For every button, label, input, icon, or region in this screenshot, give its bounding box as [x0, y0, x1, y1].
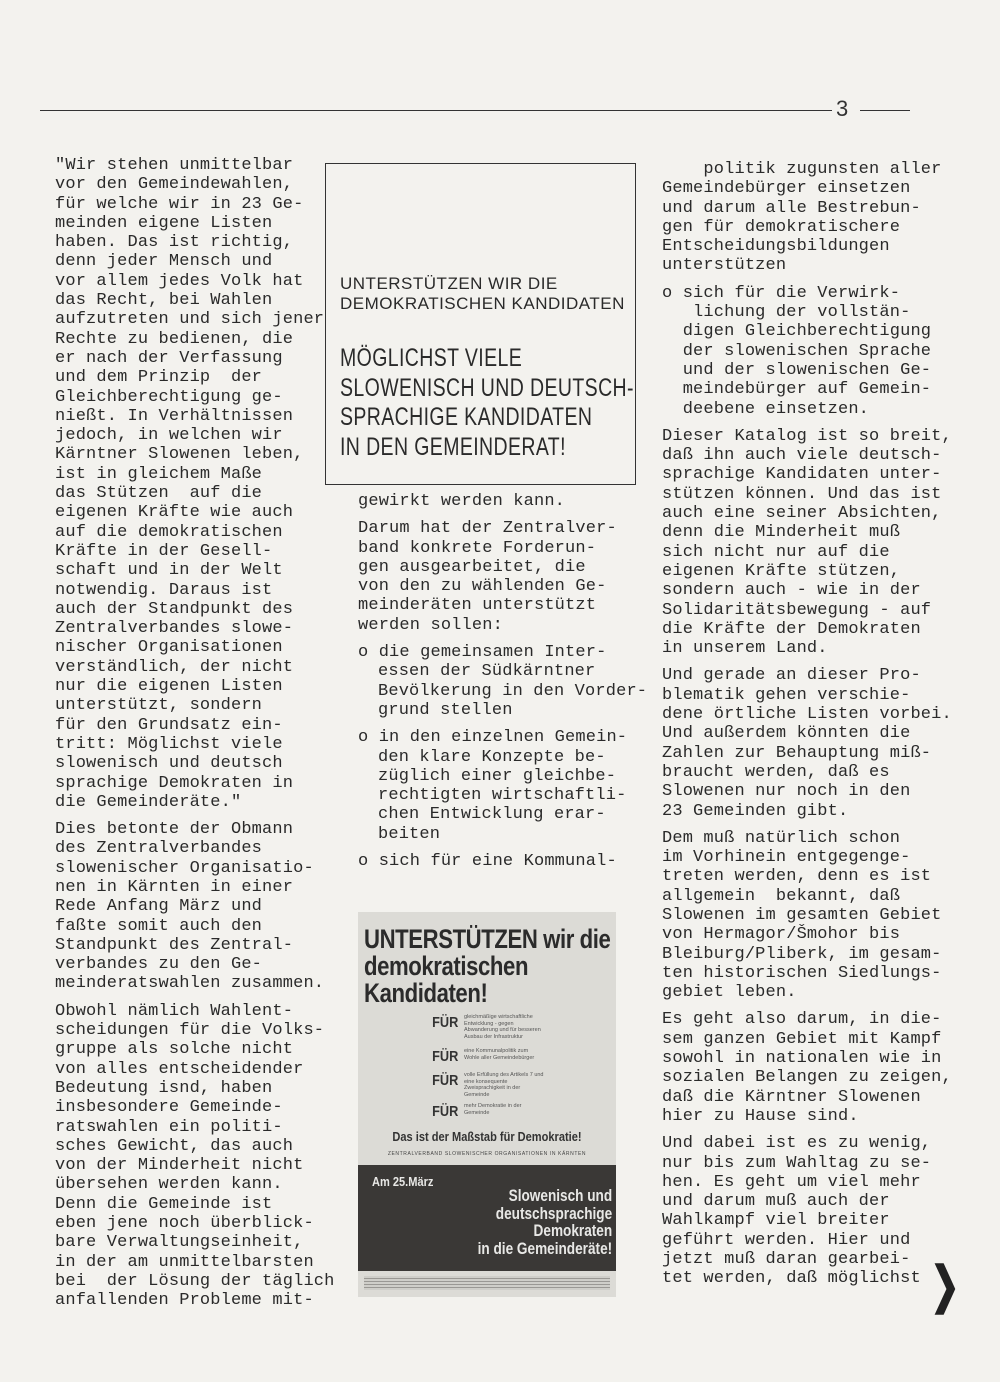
- text-line: haben. Das ist richtig,: [55, 233, 294, 253]
- text-line: sches Gewicht, das auch: [55, 1136, 294, 1156]
- header-rule: [40, 110, 832, 111]
- demand-label: FÜR: [432, 1048, 459, 1065]
- text-line: von der Minderheit nicht: [55, 1156, 304, 1176]
- text-line: auf die demokratischen: [55, 522, 283, 542]
- text-line: das Recht, bei Wahlen: [55, 291, 273, 311]
- text-line: sich nicht nur auf die: [662, 542, 890, 562]
- text-line: schaft und in der Welt: [55, 561, 283, 581]
- text-line: Kärntner Slowenen leben,: [55, 445, 304, 465]
- text-line: werden sollen:: [358, 615, 503, 635]
- paragraph: [55, 820, 325, 994]
- text-line: Es geht also darum, in die-: [662, 1010, 942, 1030]
- text-line: daß die Kärntner Slowenen: [662, 1087, 921, 1107]
- text-line: sem ganzen Gebiet mit Kampf: [662, 1029, 942, 1049]
- paragraph: [55, 156, 325, 812]
- text-line: geführt werden. Hier und: [662, 1230, 911, 1250]
- headline-box: [325, 163, 636, 485]
- text-line: Solidaritätsbewegung - auf: [662, 600, 932, 620]
- text-line: für welche wir in 23 Ge-: [55, 194, 304, 214]
- text-line: band konkrete Forderun-: [358, 538, 597, 558]
- text-line: daß ihn auch viele deutsch-: [662, 446, 942, 466]
- text-line: chen Entwicklung erar-: [378, 805, 606, 825]
- text-line: gen ausgearbeitet, die: [358, 557, 586, 577]
- poster-demand: [430, 1048, 544, 1065]
- text-line: Zahlen zur Behauptung miß-: [662, 743, 932, 763]
- text-line: des Zentralverbandes: [55, 839, 263, 859]
- text-line: o sich für die Verwirk-: [662, 283, 901, 303]
- box-heading-line: IN DEN GEMEINDERAT!: [340, 432, 566, 461]
- text-line: eigenen Kräfte wie auch: [55, 503, 294, 523]
- text-line: blematik gehen verschie-: [662, 685, 911, 705]
- poster-demand: [430, 1072, 544, 1098]
- text-line: von den zu wählenden Ge-: [358, 577, 607, 597]
- page-number: 3: [836, 96, 849, 121]
- text-line: nur bis zum Wahltag zu se-: [662, 1153, 932, 1173]
- box-subheading-line: DEMOKRATISCHEN KANDIDATEN: [340, 293, 625, 313]
- box-heading-line: SPRACHIGE KANDIDATEN: [340, 403, 593, 431]
- text-line: vor allem jedes Volk hat: [55, 271, 304, 291]
- text-line: Rechte zu bedienen, die: [55, 329, 294, 349]
- demand-text: volle Erfüllung des Artikels 7 und eine konsequente Zweisprachigkeit in der Gemeinde: [464, 1072, 544, 1098]
- text-line: hier zu Hause sind.: [662, 1106, 859, 1126]
- text-line: das Stützen auf die: [55, 484, 263, 504]
- text-line: und darum alle Bestrebun-: [662, 198, 921, 218]
- text-line: Gemeindebürger einsetzen: [662, 179, 911, 199]
- paragraph: [662, 160, 962, 276]
- box-heading-line: SLOWENISCH UND DEUTSCH-: [340, 373, 634, 402]
- text-line: nen in Kärnten in einer: [55, 877, 294, 897]
- text-line: die Kräfte der Demokraten: [662, 619, 921, 639]
- text-line: sprachige Kandidaten unter-: [662, 465, 942, 485]
- left-column: [55, 156, 335, 1319]
- text-line: Slowenen nur noch in den: [662, 782, 911, 802]
- text-line: digen Gleichberechtigung: [662, 322, 932, 342]
- text-line: nischer Organisationen: [55, 638, 283, 658]
- text-line: jetzt muß daran gearbei-: [662, 1250, 911, 1270]
- text-line: Slowenen im gesamten Gebiet: [662, 905, 942, 925]
- text-line: sondern auch - wie in der: [662, 581, 921, 601]
- poster-demand: [430, 1103, 544, 1120]
- text-line: bare Verwaltungseinheit,: [55, 1233, 304, 1253]
- text-line: gen für demokratischere: [662, 217, 901, 237]
- text-line: o sich für eine Kommunal-: [358, 852, 617, 872]
- text-line: nur die eigenen Listen: [55, 677, 283, 697]
- poster-fine-print: [364, 1276, 610, 1290]
- text-line: slowenisch und deutsch: [55, 754, 283, 774]
- text-line: vor den Gemeindewahlen,: [55, 175, 294, 195]
- demand-label: FÜR: [432, 1103, 459, 1120]
- paragraph: [662, 427, 962, 659]
- text-line: Entscheidungsbildungen: [662, 237, 890, 257]
- text-line: er nach der Verfassung: [55, 348, 283, 368]
- text-line: Und dabei ist es zu wenig,: [662, 1134, 932, 1154]
- paragraph: [358, 492, 628, 511]
- text-line: meinden eigene Listen: [55, 213, 273, 233]
- paragraph: [662, 829, 962, 1003]
- text-line: in der am unmittelbarsten: [55, 1252, 314, 1272]
- text-line: von alles entscheidender: [55, 1059, 304, 1079]
- text-line: Denn die Gemeinde ist: [55, 1194, 273, 1214]
- poster-headline: [364, 926, 610, 1007]
- poster-date: Am 25.März: [372, 1174, 434, 1189]
- paragraph: [662, 1134, 962, 1288]
- text-line: eben jene noch überblick-: [55, 1214, 314, 1234]
- text-line: sowohl in nationalen wie in: [662, 1049, 942, 1069]
- paragraph: [662, 1010, 962, 1126]
- text-line: beiten: [378, 824, 441, 844]
- text-line: züglich einer gleichbe-: [378, 766, 617, 786]
- box-heading: [340, 344, 634, 462]
- text-line: stützen können. Und das ist: [662, 484, 942, 504]
- demand-text: gleichmäßige wirtschaftliche Entwicklung - gegen Abwanderung und für besseren Ausbau der Infrastruktur: [464, 1014, 541, 1040]
- text-line: allgemein bekannt, daß: [662, 886, 901, 906]
- text-line: grund stellen: [378, 700, 513, 720]
- text-line: meindebürger auf Gemein-: [662, 380, 932, 400]
- poster-headline-line: Kandidaten!: [364, 978, 488, 1008]
- text-line: hen. Es geht um viel mehr: [662, 1172, 921, 1192]
- text-line: tritt: Möglichst viele: [55, 734, 283, 754]
- right-column: [662, 160, 962, 1297]
- middle-column: [358, 492, 648, 879]
- chevron-right-icon: ❯: [930, 1257, 960, 1313]
- text-line: den klare Konzepte be-: [378, 747, 606, 767]
- text-line: von Hermagor/Šmohor bis: [662, 925, 901, 945]
- box-subheading-line: UNTERSTÜTZEN WIR DIE: [340, 274, 558, 293]
- poster-demand: [430, 1014, 544, 1040]
- poster-banner-text: [477, 1187, 612, 1257]
- text-line: insbesondere Gemeinde-: [55, 1098, 283, 1118]
- paragraph: [358, 519, 628, 635]
- text-line: in unserem Land.: [662, 639, 828, 659]
- text-line: Dem muß natürlich schon: [662, 828, 901, 848]
- paragraph: [358, 852, 628, 871]
- text-line: Und gerade an dieser Pro-: [662, 666, 921, 686]
- text-line: Zentralverbandes slowe-: [55, 619, 294, 639]
- paragraph: [55, 1001, 335, 1311]
- banner-line: Demokraten: [533, 1221, 612, 1240]
- text-line: ten historischen Siedlungs-: [662, 963, 942, 983]
- text-line: notwendig. Daraus ist: [55, 580, 273, 600]
- text-line: Wahlkampf viel breiter: [662, 1211, 890, 1231]
- text-line: im Vorhinein entgegenge-: [662, 848, 911, 868]
- text-line: und der slowenischen Ge-: [662, 360, 932, 380]
- text-line: auch eine seiner Absichten,: [662, 504, 942, 524]
- text-line: Kräfte in der Gesell-: [55, 541, 273, 561]
- text-line: faßte somit auch den: [55, 916, 263, 936]
- text-line: für den Grundsatz ein-: [55, 715, 283, 735]
- text-line: gruppe als solche nicht: [55, 1040, 294, 1060]
- poster-banner: [358, 1165, 616, 1271]
- text-line: tet werden, daß möglichst: [662, 1269, 921, 1289]
- text-line: Bedeutung isnd, haben: [55, 1078, 273, 1098]
- text-line: denn jeder Mensch und: [55, 252, 273, 272]
- text-line: essen der Südkärntner: [378, 662, 596, 682]
- text-line: und darum muß auch der: [662, 1192, 890, 1212]
- text-line: Bevölkerung in den Vorder-: [378, 681, 648, 701]
- text-line: denn die Minderheit muß: [662, 523, 901, 543]
- text-line: der slowenischen Sprache: [662, 341, 932, 361]
- text-line: politik zugunsten aller: [662, 160, 942, 179]
- text-line: treten werden, denn es ist: [662, 867, 932, 887]
- text-line: Dies betonte der Obmann: [55, 820, 294, 840]
- text-line: scheidungen für die Volks-: [55, 1021, 325, 1041]
- box-heading-line: MÖGLICHST VIELE: [340, 344, 523, 372]
- text-line: o die gemeinsamen Inter-: [358, 643, 607, 663]
- text-line: auch der Standpunkt des: [55, 599, 294, 619]
- text-line: aufzutreten und sich jener: [55, 310, 325, 330]
- text-line: "Wir stehen unmittelbar: [55, 156, 294, 175]
- text-line: Darum hat der Zentralver-: [358, 519, 617, 539]
- paragraph: [358, 728, 628, 844]
- demand-label: FÜR: [432, 1014, 459, 1031]
- banner-line: Slowenisch und: [508, 1186, 612, 1205]
- text-line: ist in gleichem Maße: [55, 464, 263, 484]
- text-line: sprachige Demokraten in: [55, 773, 294, 793]
- text-line: dene örtliche Listen vorbei.: [662, 705, 952, 725]
- text-line: gewirkt werden kann.: [358, 492, 566, 511]
- text-line: unterstützen: [662, 256, 787, 276]
- banner-line: in die Gemeinderäte!: [477, 1238, 612, 1258]
- text-line: o in den einzelnen Gemein-: [358, 728, 628, 748]
- text-line: ratswahlen ein politi-: [55, 1117, 283, 1137]
- poster-headline-line: UNTERSTÜTZEN wir die: [364, 924, 611, 954]
- demand-text: mehr Demokratie in der Gemeinde: [464, 1103, 522, 1116]
- poster-headline-line: demokratischen: [364, 951, 529, 981]
- text-line: unterstützt, sondern: [55, 696, 263, 716]
- text-line: eigenen Kräfte stützen,: [662, 561, 901, 581]
- text-line: Und außerdem könnten die: [662, 724, 911, 744]
- election-poster: [358, 912, 616, 1297]
- box-subheading: [340, 274, 625, 313]
- text-line: rechtigten wirtschaftli-: [378, 786, 627, 806]
- text-line: und dem Prinzip der: [55, 368, 263, 388]
- text-line: jedoch, in welchen wir: [55, 426, 283, 446]
- paragraph: [662, 284, 962, 419]
- text-line: die Gemeinderäte.": [55, 792, 242, 812]
- text-line: meinderatswahlen zusammen.: [55, 974, 325, 994]
- text-line: Obwohl nämlich Wahlent-: [55, 1001, 294, 1021]
- demand-label: FÜR: [432, 1072, 459, 1089]
- banner-line: deutschsprachige: [495, 1203, 612, 1223]
- text-line: braucht werden, daß es: [662, 762, 890, 782]
- text-line: gebiet leben.: [662, 983, 797, 1003]
- text-line: 23 Gemeinden gibt.: [662, 801, 849, 821]
- paragraph: [662, 666, 962, 820]
- text-line: nießt. In Verhältnissen: [55, 406, 294, 426]
- text-line: sozialen Belangen zu zeigen,: [662, 1068, 952, 1088]
- text-line: lichung der vollstän-: [662, 303, 911, 323]
- text-line: Gleichberechtigung ge-: [55, 387, 283, 407]
- header-rule-right: [860, 110, 910, 111]
- demand-text: eine Kommunalpolitik zum Wohle aller Gemeindebürger: [464, 1048, 535, 1061]
- text-line: meinderäten unterstützt: [358, 596, 597, 616]
- text-line: anfallenden Probleme mit-: [55, 1291, 314, 1311]
- text-line: Standpunkt des Zentral-: [55, 935, 294, 955]
- text-line: übersehen werden kann.: [55, 1175, 283, 1195]
- text-line: bei der Lösung der täglich: [55, 1271, 335, 1291]
- paragraph: [358, 643, 648, 720]
- text-line: deebene einsetzen.: [662, 399, 870, 419]
- text-line: Dieser Katalog ist so breit,: [662, 426, 952, 446]
- text-line: Bleiburg/Pliberk, im gesam-: [662, 944, 942, 964]
- poster-organisation: ZENTRALVERBAND SLOWENISCHER ORGANISATIONEN IN KÄRNTEN: [387, 1151, 587, 1157]
- text-line: Rede Anfang März und: [55, 897, 263, 917]
- text-line: verständlich, der nicht: [55, 657, 294, 677]
- text-line: verbandes zu den Ge-: [55, 955, 263, 975]
- poster-slogan: Das ist der Maßstab für Demokratie!: [392, 1129, 582, 1144]
- text-line: slowenischer Organisatio-: [55, 858, 314, 878]
